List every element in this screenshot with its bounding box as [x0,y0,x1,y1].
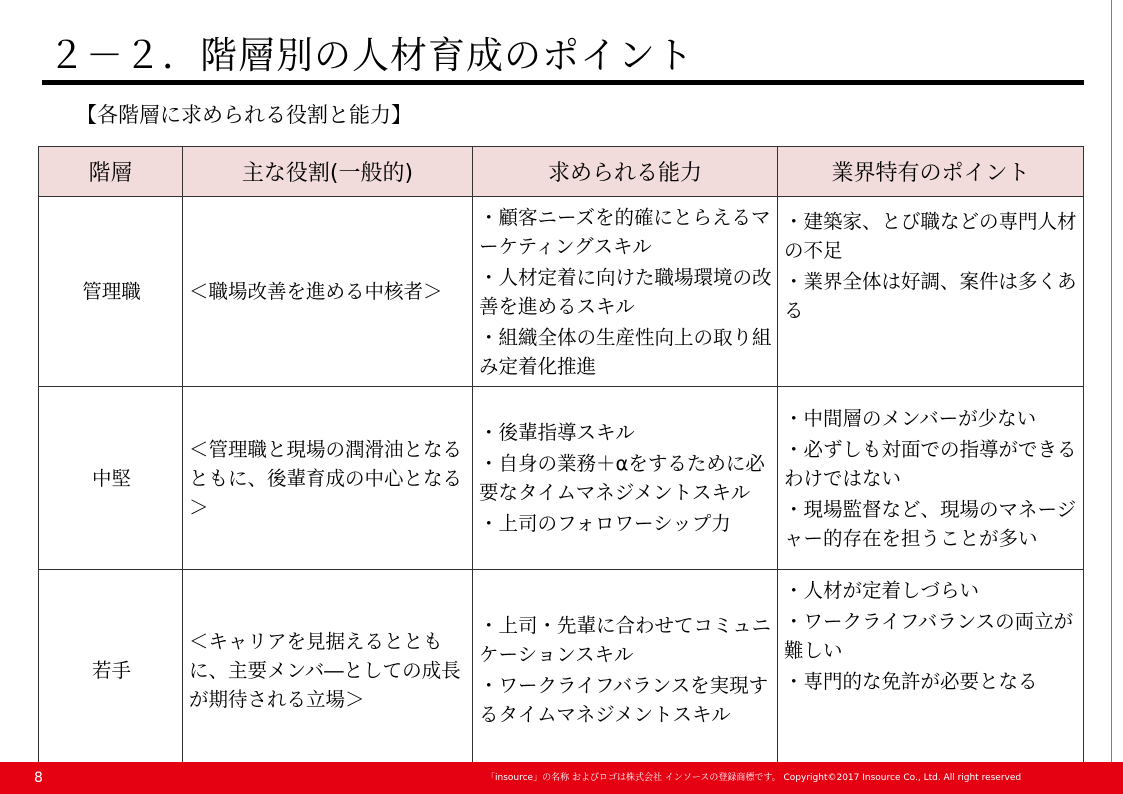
point-item: ・人材が定着しづらい [784,579,980,602]
table-header-row [39,147,1084,197]
point-item: ・中間層のメンバーが少ない [784,406,1037,430]
level-cell: 管理職 [39,197,183,387]
ability-item: ・後輩指導スキル [479,421,635,444]
abilities-cell [473,197,778,387]
ability-item: ・上司・先輩に合わせてコミュニケーションスキル [479,614,772,666]
footer-bar [0,762,1123,794]
ability-item: ・ワークライフバランスを実現するタイムマネジメントスキル [479,674,769,726]
header-industry-points: 業界特有のポイント [778,147,1084,197]
copyright-notice: 「insource」の名称 およびロゴは株式会社 インソースの登録商標です。 Copyright©2017 Insource Co., Ltd. All right reserved [486,773,1022,783]
abilities-cell [473,570,778,771]
page-number: 8 [34,770,43,786]
section-subtitle: 【各階層に求められる役割と能力】 [76,103,412,127]
points-cell [778,197,1084,387]
level-cell: 中堅 [39,387,183,570]
points-cell [778,387,1084,570]
point-item: ・現場監督など、現場のマネージャー的存在を担うことが多い [784,497,1077,550]
point-item: ・建築家、とび職などの専門人材の不足 [784,210,1077,262]
slide-title: ２－２．階層別の人材育成のポイント [48,34,694,77]
header-abilities: 求められる能力 [473,147,778,197]
header-level: 階層 [39,147,183,197]
table-row [39,570,1084,771]
table-row [39,197,1084,387]
point-item: ・必ずしも対面での指導ができるわけではない [784,437,1077,490]
ability-item: ・自身の業務＋αをするために必要なタイムマネジメントスキル [479,452,765,504]
ability-item: ・顧客ニーズを的確にとらえるマーケティングスキル [479,205,771,258]
point-item: ・業界全体は好調、案件は多くある [784,270,1077,322]
points-cell [778,570,1084,771]
level-cell: 若手 [39,570,183,771]
ability-item: ・上司のフォロワーシップ力 [479,512,731,535]
role-cell: ＜職場改善を進める中核者＞ [183,197,473,387]
ability-item: ・組織全体の生産性向上の取り組み定着化推進 [479,325,772,378]
table-row [39,387,1084,570]
point-item: ・ワークライフバランスの両立が難しい [784,610,1074,662]
title-underline [42,80,1084,85]
point-item: ・専門的な免許が必要となる [784,670,1038,693]
role-cell: ＜管理職と現場の潤滑油となるともに、後輩育成の中心となる＞ [183,387,473,570]
header-role: 主な役割(一般的) [183,147,473,197]
ability-item: ・人材定着に向けた職場環境の改善を進めるスキル [479,265,772,318]
roles-abilities-table [38,146,1084,771]
slide-right-border [1111,0,1112,762]
abilities-cell [473,387,778,570]
role-cell: ＜キャリアを見据えるとともに、主要メンバ―としての成長が期待される立場＞ [183,570,473,771]
